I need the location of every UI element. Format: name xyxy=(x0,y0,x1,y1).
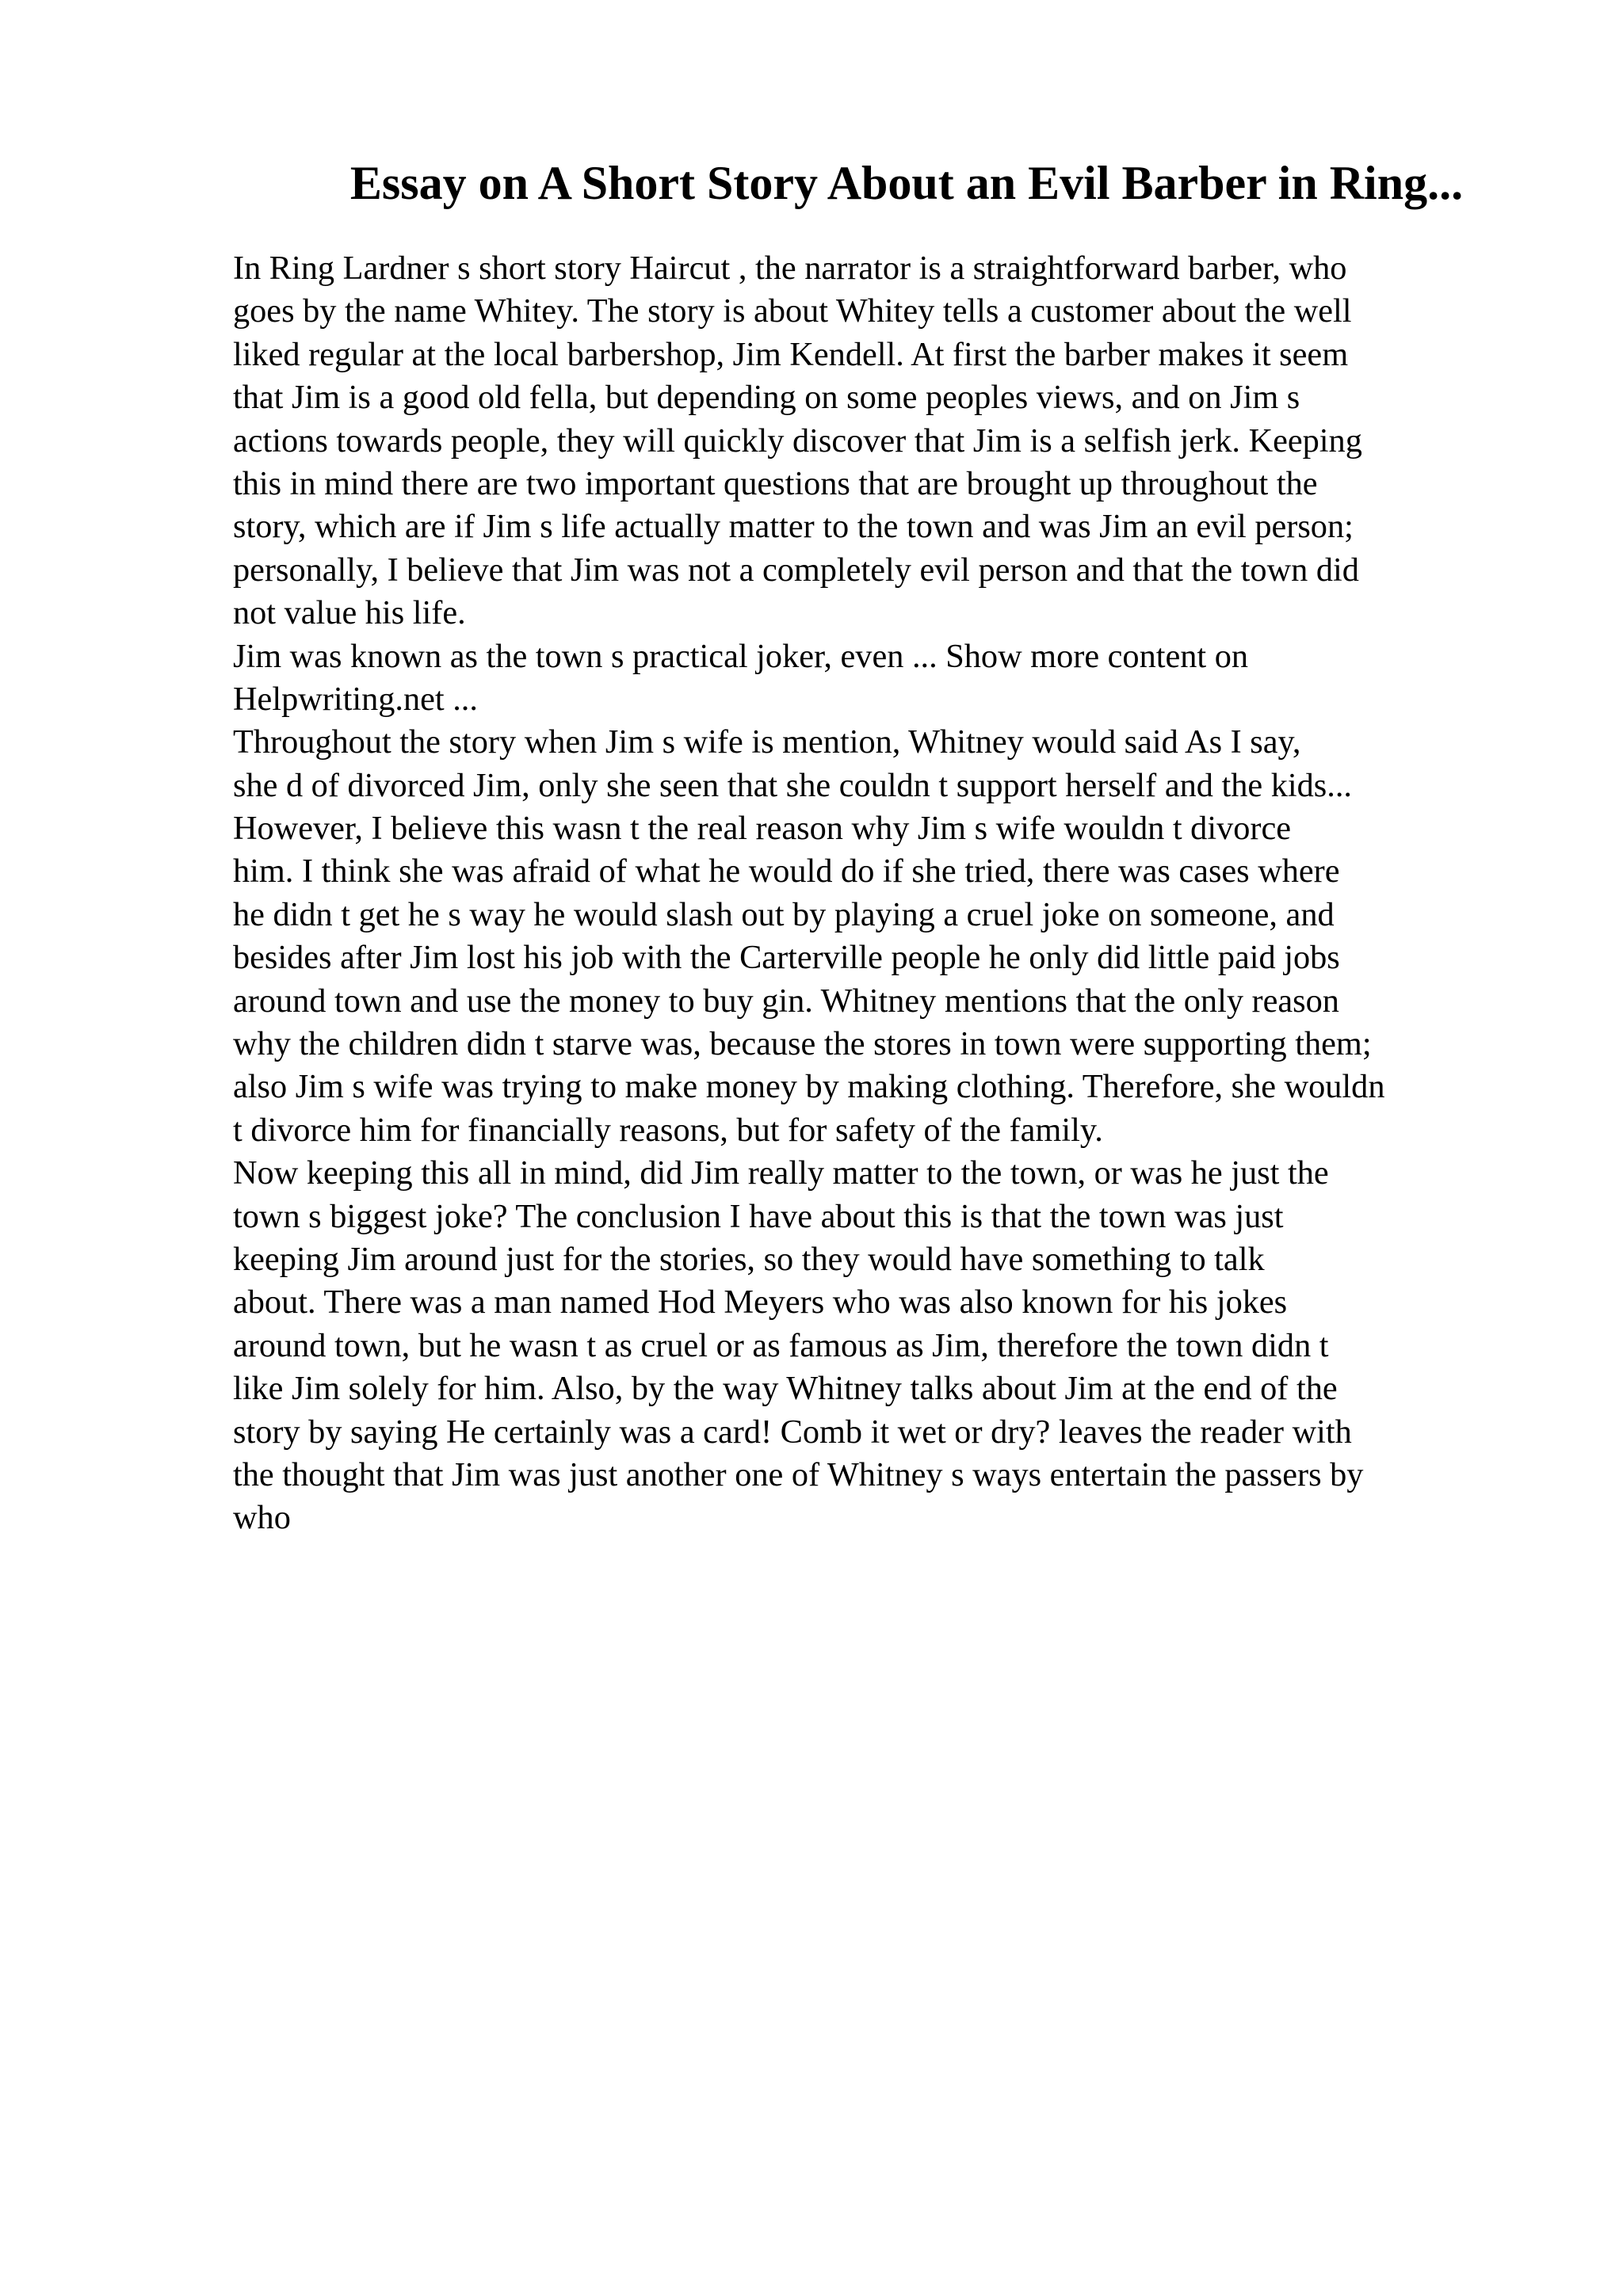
text-line: story by saying He certainly was a card! Comb it wet or dry? leaves the reader with xyxy=(233,1413,1352,1451)
text-line: around town, but he wasn t as cruel or as famous as Jim, therefore the town didn t xyxy=(233,1326,1329,1364)
text-line: Throughout the story when Jim s wife is mention, Whitney would said As I say, xyxy=(233,723,1301,761)
text-line: personally, I believe that Jim was not a completely evil person and that the town did xyxy=(233,551,1359,589)
text-line: Helpwriting.net ... xyxy=(233,680,478,718)
text-line: he didn t get he s way he would slash out by playing a cruel joke on someone, and xyxy=(233,895,1335,933)
text-line: that Jim is a good old fella, but depending on some peoples views, and on Jim s xyxy=(233,379,1300,417)
text-line: about. There was a man named Hod Meyers who was also known for his jokes xyxy=(233,1283,1288,1322)
text-line: she d of divorced Jim, only she seen that she couldn t support herself and the kids... xyxy=(233,766,1352,804)
text-line: In Ring Lardner s short story Haircut , the narrator is a straightforward barber, who xyxy=(233,250,1347,287)
text-line: also Jim s wife was trying to make money by making clothing. Therefore, she wouldn xyxy=(233,1068,1385,1106)
text-line: town s biggest joke? The conclusion I have about this is that the town was just xyxy=(233,1197,1284,1235)
text-line: goes by the name Whitey. The story is about Whitey tells a customer about the well xyxy=(233,292,1352,330)
text-line: like Jim solely for him. Also, by the way Whitney talks about Jim at the end of the xyxy=(233,1370,1338,1408)
text-line: liked regular at the local barbershop, Jim Kendell. At first the barber makes it seem xyxy=(233,335,1349,373)
text-line: around town and use the money to buy gin. Whitney mentions that the only reason xyxy=(233,982,1339,1020)
text-line: story, which are if Jim s life actually matter to the town and was Jim an evil person; xyxy=(233,508,1354,546)
text-line: However, I believe this wasn t the real reason why Jim s wife wouldn t divorce xyxy=(233,810,1291,848)
text-line: him. I think she was afraid of what he would do if she tried, there was cases where xyxy=(233,852,1340,891)
document-title: Essay on A Short Story About an Evil Barber in Ring... xyxy=(349,157,1464,209)
text-line: this in mind there are two important questions that are brought up throughout the xyxy=(233,464,1318,502)
text-line: keeping Jim around just for the stories, so they would have something to talk xyxy=(233,1240,1265,1278)
text-line: the thought that Jim was just another one of Whitney s ways entertain the passers by xyxy=(233,1455,1364,1493)
essay-body xyxy=(233,247,1596,1540)
text-line: Now keeping this all in mind, did Jim really matter to the town, or was he just the xyxy=(233,1154,1329,1192)
text-line: why the children didn t starve was, because the stores in town were supporting them; xyxy=(233,1025,1372,1063)
text-line: who xyxy=(233,1499,291,1537)
text-line: t divorce him for financially reasons, but for safety of the family. xyxy=(233,1111,1103,1149)
text-line: actions towards people, they will quickly discover that Jim is a selfish jerk. Keeping xyxy=(233,421,1362,460)
text-line: Jim was known as the town s practical joker, even ... Show more content on xyxy=(233,637,1249,675)
text-line: besides after Jim lost his job with the Carterville people he only did little paid jobs xyxy=(233,939,1340,977)
text-line: not value his life. xyxy=(233,594,466,632)
